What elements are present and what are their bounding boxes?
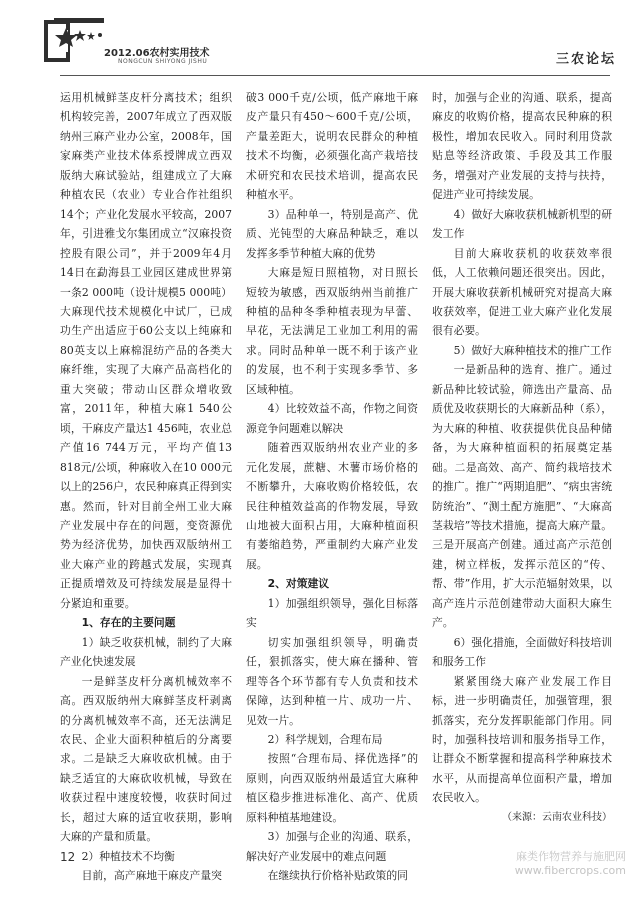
article-column-3 [432, 88, 612, 827]
body-paragraph: 在继续执行价格补贴政策的同 [267, 869, 408, 883]
subsection-heading: 5）做好大麻种植技术的推广工作 [453, 343, 612, 357]
body-paragraph: 按照“合理布局、择优选择”的原则，向西双版纳州最适宜大麻种植区稳步推进标准化、高产、优质原料种植基地建设。 [246, 752, 418, 824]
source-credit: （来源：云南农业科技） [502, 811, 612, 823]
body-paragraph: 时，加强与企业的沟通、联系，提高麻皮的收购价格，提高农民种麻的积极性，增加农民收入。同时利用贷款贴息等经济政策、手段及其工作服务，增强对产业发展的支持与扶持，促进产业可持续发展。 [432, 91, 612, 202]
subsection-heading: 2）种植技术不均衡 [81, 849, 175, 863]
header-divider [60, 75, 610, 76]
subsection-heading: 3）品种单一，特别是高产、优质、光钝型的大麻品种缺乏，难以发挥多季节种植大麻的优势 [246, 207, 418, 260]
body-paragraph: 破3 000千克/公顷，低产麻地干麻皮产量只有450～600千克/公顷，产量差距大，说明农民群众的种植技术不均衡，必须强化高产栽培技术研究和农民技术培训，提高农民种植水平。 [246, 91, 418, 202]
subsection-heading: 4）做好大麻收获机械新机型的研发工作 [432, 207, 612, 241]
section-heading: 1、存在的主要问题 [81, 616, 176, 630]
body-paragraph: 大麻是短日照植物，对日照长短较为敏感，西双版纳州当前推广种植的品种冬季种植表现为早蕾、早花，无法满足工业加工利用的需求。同时品种单一既不利于该产业的发展，也不利于实现多季节、多区域种植。 [246, 266, 418, 396]
page-number: 12 [60, 850, 76, 864]
magazine-logo [44, 16, 210, 68]
body-paragraph: 一是鲜茎皮杆分离机械效率不高。西双版纳州大麻鲜茎皮杆剥离的分离机械效率不高，还无法满足农民、企业大面积种植后的分离要求。二是缺乏大麻收砍机械。由于缺乏适宜的大麻砍收机械，导致在收获过程中速度较慢，收获时间过长，超过大麻的适宜收获期，影响大麻的产量和质量。 [60, 674, 232, 844]
article-column-1 [60, 88, 232, 886]
subsection-heading: 6）强化措施，全面做好科技培训和服务工作 [432, 635, 612, 669]
subsection-heading: 1）加强组织领导，强化目标落实 [246, 596, 418, 630]
watermark-site-name: 麻类作物营养与施肥网 [516, 850, 626, 863]
section-heading: 2、对策建议 [267, 577, 330, 591]
magazine-subtitle: NONGCUN SHIYONG JISHU [118, 58, 208, 65]
body-paragraph: 目前，高产麻地干麻皮产量突 [81, 869, 222, 883]
body-paragraph: 切实加强组织领导，明确责任，狠抓落实，使大麻在播种、管理等各个环节都有专人负责和技术保障，达到种植一片、成功一片、见效一片。 [246, 635, 418, 727]
body-paragraph: 随着西双版纳州农业产业的多元化发展，蔗糖、木薯市场价格的不断攀升，大麻收购价格较低，农民往种植效益高的作物发展，导致山地被大面积占用，大麻种植面积有萎缩趋势，严重制约大麻产业发展。 [246, 441, 418, 571]
watermark-url: www.fibercrops.com [514, 864, 626, 877]
subsection-heading: 3）加强与企业的沟通、联系，解决好产业发展中的难点问题 [246, 830, 418, 863]
section-title: 三农论坛 [555, 52, 616, 67]
article-column-2 [246, 88, 418, 886]
body-paragraph: 紧紧围绕大麻产业发展工作目标，进一步明确责任，加强管理，狠抓落实，充分发挥职能部门作用。同时，加强科技培训和服务指导工作，让群众不断掌握和提高科学种麻技术水平，从而提高单位面积产量，增加农民收入。 [432, 674, 612, 805]
body-paragraph: 一是新品种的选育、推广。通过新品种比较试验，筛选出产量高、品质优及收获期长的大麻新品种（系），为大麻的种植、收获提供优良品种储备，为大麻种植面积的拓展奠定基础。二是高效、高产、简约栽培技术的推广。推广“两期追肥”、“病虫害统防统治”、“测土配方施肥”、“大麻高茎栽培”等技术措施，提高大麻产量。三是开展高产创建。通过高产示范创建，树立样板，发挥示范区的“传、帮、带”作用，扩大示范辐射效果，以高产连片示范创建带动大面积大麻生产。 [432, 363, 612, 630]
body-paragraph: 目前大麻收获机的收获效率很低，人工依赖问题还很突出。因此，开展大麻收获新机械研究对提高大麻收获效率，促进工业大麻产业化发展很有必要。 [432, 246, 612, 338]
magazine-title: 2012.06农村实用技术 [104, 48, 210, 59]
logo-emblem-icon [44, 16, 106, 68]
subsection-heading: 1）缺乏收获机械，制约了大麻产业化快速发展 [60, 635, 232, 669]
subsection-heading: 2）科学规划，合理布局 [267, 732, 383, 746]
body-paragraph: 运用机械鲜茎皮杆分离技术；组织机构较完善，2007年成立了西双版纳州三麻产业办公室，2008年，国家麻类产业技术体系授牌成立西双版纳大麻试验站，组建成立了大麻种植农民（农业）专业合作社组织14个；产业化发展水平较高，2007年，引进雅戈尔集团成立“汉麻投资控股有限公司”，并于2009年4月14日在勐海县工业园区建成世界第一条2 000吨（设计规模5 000吨）大麻现代技术规模化中试厂，已成功生产出适应于60公支以上纯麻和80英支以上麻棉混纺产品的各类大麻纤维，实现了大麻产品高档化的重大突破；带动山区群众增收致富，2011年，种植大麻1 540公顷，干麻皮产量达1 456吨，农业总产值16 744万元，平均产值13 818元/公顷，种麻收入在10 000元以上的256户，农民种麻真正得到实惠。然而，针对目前全州工业大麻产业发展中存在的问题，变资源优势为经济优势，加快西双版纳州工业大麻产业的跨越式发展，实现真正提质增效及可持续发展是显得十分紧迫和重要。 [60, 91, 232, 610]
subsection-heading: 4）比较效益不高，作物之间资源竞争问题难以解决 [246, 402, 418, 435]
site-watermark [515, 850, 626, 878]
